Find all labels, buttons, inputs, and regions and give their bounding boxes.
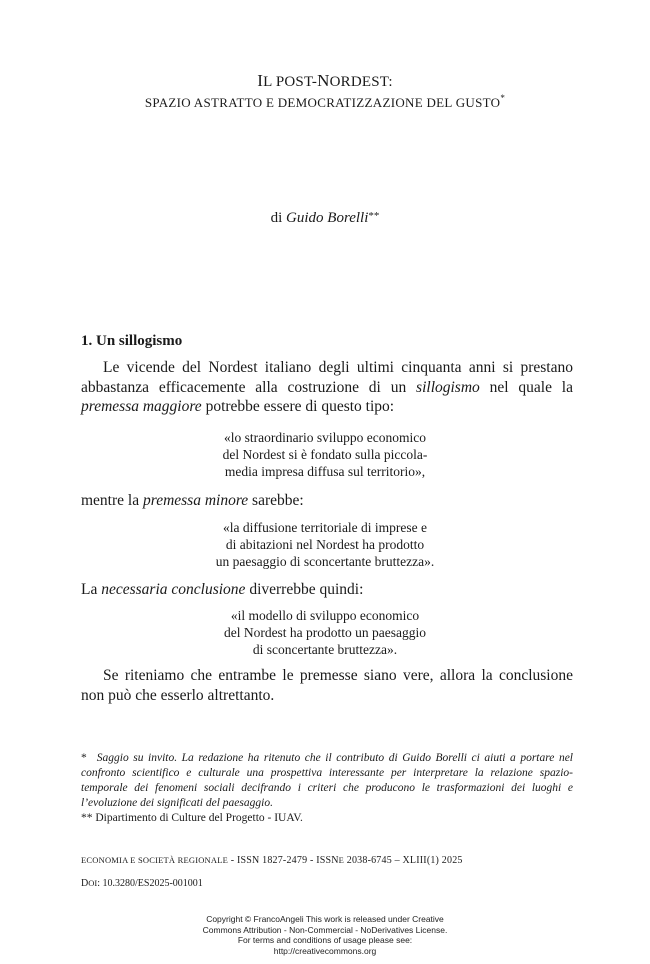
p1-emphasis-syllogism: sillogismo xyxy=(416,378,480,396)
copyright-line: For terms and conditions of usage please see: xyxy=(237,935,413,945)
journal-issn-e: E xyxy=(338,855,345,865)
copyright-line: Copyright © FrancoAngeli This work is released under Creative xyxy=(206,914,444,924)
quote-minor-premise xyxy=(0,519,650,570)
article-title-line2 xyxy=(0,93,650,111)
p1-emphasis-major-premise: premessa maggiore xyxy=(81,398,202,415)
doi-label-d: D xyxy=(81,878,89,889)
footnote-1-text: Saggio su invito. La redazione ha ritenuto che il contributo di Guido Borelli ci aiuti a portare nel confronto scientifico e culturale una prospettiva interessante per interpretare la relazione spazio-temporale dei fenomeni sociali decifrando i criteri che producono le trasformazioni dei luoghi e l’evoluzione dei significati del paesaggio. xyxy=(81,752,573,809)
p1-text-b: nel quale la xyxy=(479,378,573,396)
p1-text-a: Le vicende del Nordest italiano degli ultimi cinquanta anni si prestano abbastanza efficacemente alla costruzione di un xyxy=(81,359,573,396)
subtitle-text: SPAZIO ASTRATTO E DEMOCRATIZZAZIONE DEL GUSTO xyxy=(144,95,501,110)
p1-text-c: potrebbe essere di questo tipo: xyxy=(201,398,395,415)
author-name: Guido Borelli xyxy=(286,210,369,226)
minor-text-b: sarebbe: xyxy=(248,492,304,509)
quote-line: di sconcertante bruttezza». xyxy=(252,642,398,657)
concl-emphasis: necessaria conclusione xyxy=(101,581,246,598)
article-title-line1 xyxy=(0,71,650,91)
quote-line: un paesaggio di sconcertante bruttezza». xyxy=(215,554,435,569)
author-line xyxy=(0,210,650,227)
doi-value: : 10.3280/ES2025-001001 xyxy=(97,878,203,889)
journal-reference xyxy=(81,855,463,866)
title-footnote-mark: * xyxy=(500,93,506,103)
quote-line: «il modello di sviluppo economico xyxy=(230,608,420,623)
paragraph-intro xyxy=(81,358,573,417)
paragraph-minor-premise xyxy=(81,491,304,511)
quote-line: media impresa diffusa sul territorio», xyxy=(224,464,426,479)
author-prefix: di xyxy=(270,210,283,226)
title-part-b: ORDEST: xyxy=(329,74,393,90)
copyright-line: Commons Attribution - Non-Commercial - NoDerivatives License. xyxy=(202,924,448,935)
footnotes xyxy=(81,751,573,826)
concl-text-a: La xyxy=(81,581,102,598)
quote-line: del Nordest si è fondato sulla piccola- xyxy=(222,447,428,462)
journal-issue: 2038-6745 – XLIII(1) 2025 xyxy=(344,855,463,866)
doi-label-oi: OI xyxy=(88,878,98,888)
journal-name: ECONOMIA E SOCIETÀ REGIONALE xyxy=(81,855,229,865)
doi-line xyxy=(81,878,203,889)
title-part-a: L POST- xyxy=(263,74,318,90)
section-heading: 1. Un sillogismo xyxy=(81,333,183,349)
minor-text-a: mentre la xyxy=(81,492,143,509)
journal-issn: - ISSN 1827-2479 - ISSN xyxy=(228,855,339,866)
paragraph-conclusion xyxy=(81,580,363,600)
title-part-n: N xyxy=(317,71,330,90)
minor-emphasis: premessa minore xyxy=(142,492,249,509)
footnote-1 xyxy=(81,751,573,811)
title-initial: I xyxy=(257,71,264,90)
quote-major-premise xyxy=(0,429,650,480)
quote-line: «la diffusione territoriale di imprese e xyxy=(222,520,428,535)
concl-text-b: diverrebbe quindi: xyxy=(245,581,364,598)
quote-line: del Nordest ha prodotto un paesaggio xyxy=(223,625,427,640)
copyright-notice xyxy=(0,914,650,956)
quote-line: di abitazioni nel Nordest ha prodotto xyxy=(225,537,425,552)
footnote-2: ** Dipartimento di Culture del Progetto - IUAV. xyxy=(81,812,303,824)
author-footnote-mark: ** xyxy=(368,210,380,222)
copyright-link[interactable]: http://creativecommons.org xyxy=(273,945,377,956)
paragraph-closing: Se riteniamo che entrambe le premesse siano vere, allora la conclusione non può che esserlo altrettanto. xyxy=(81,667,573,704)
quote-line: «lo straordinario sviluppo economico xyxy=(223,430,427,445)
footnote-1-mark: * xyxy=(81,752,87,764)
quote-conclusion xyxy=(0,607,650,658)
